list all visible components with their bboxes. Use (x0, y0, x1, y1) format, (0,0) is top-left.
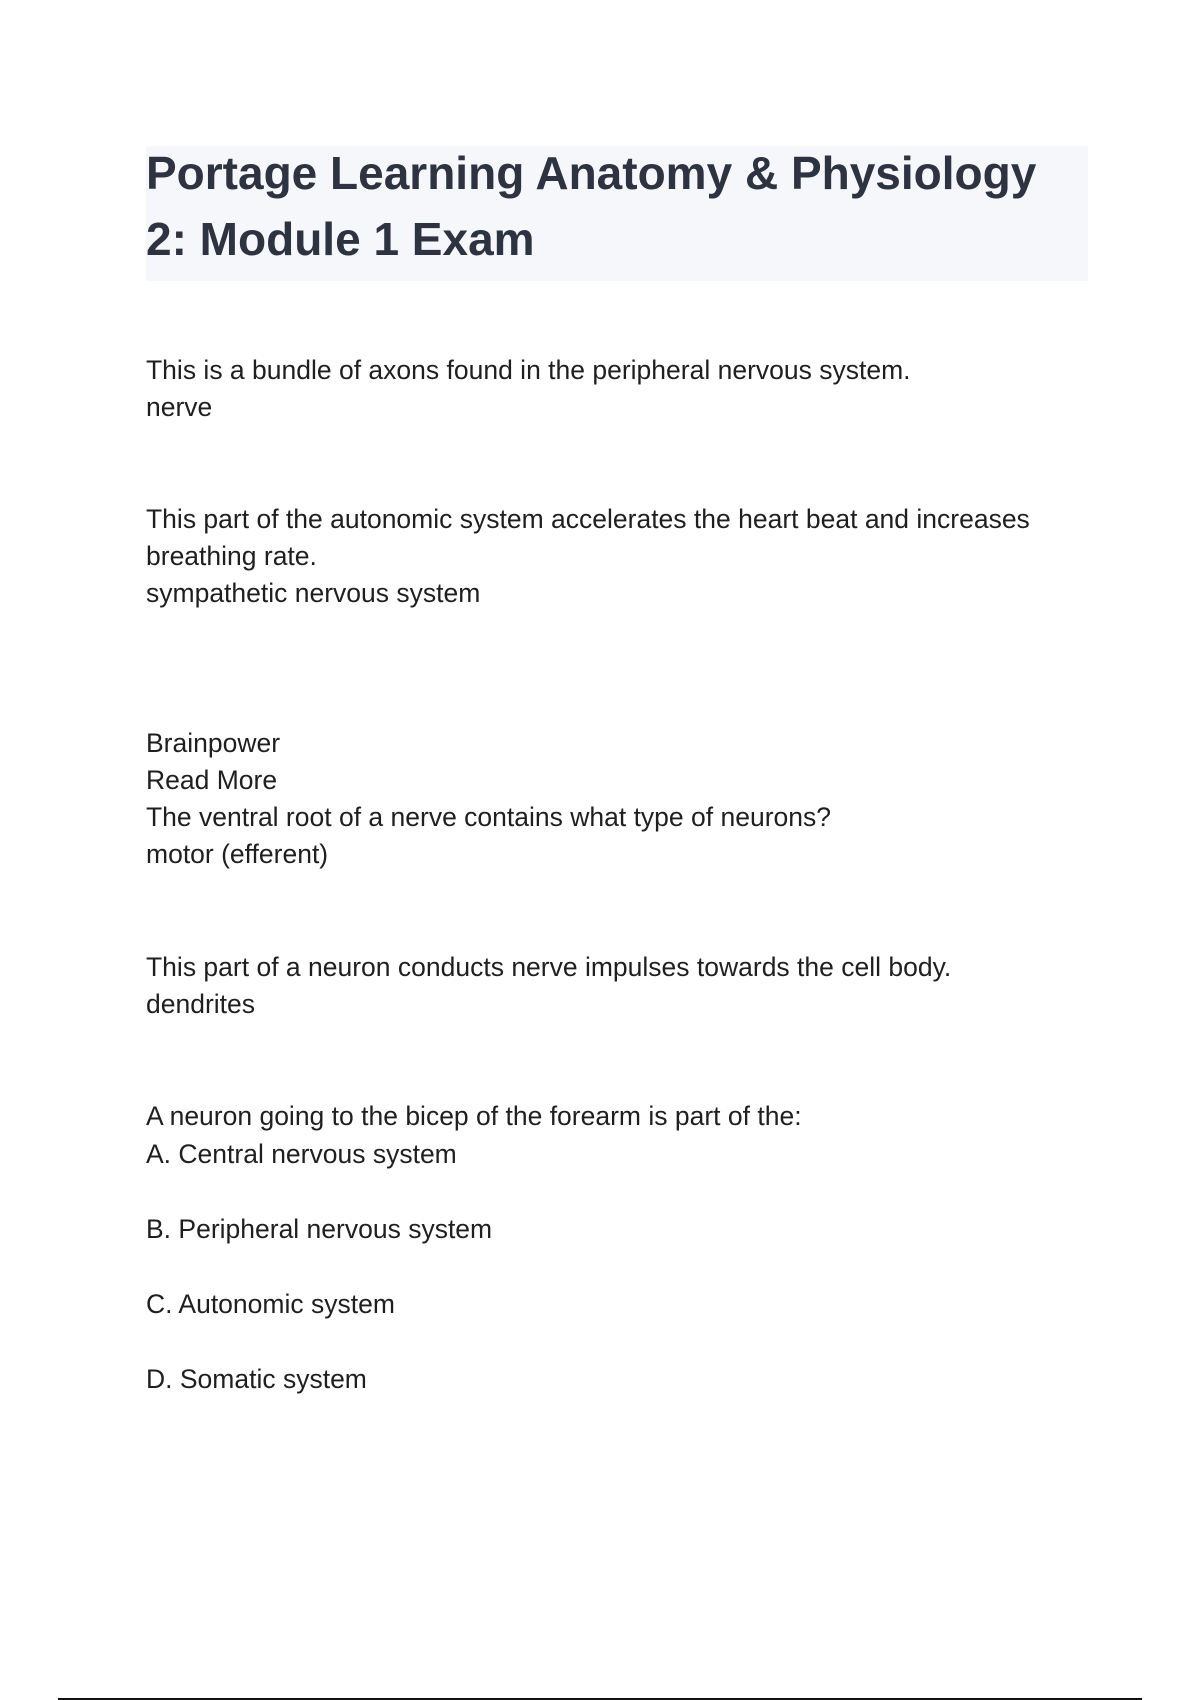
document-title: Portage Learning Anatomy & Physiology 2: Module 1 Exam (146, 147, 1037, 265)
answer-choice-d: D. Somatic system (146, 1364, 367, 1394)
question-card-4 (146, 949, 1106, 1023)
brand-label: Brainpower (146, 728, 281, 758)
answer-choice-a: A. Central nervous system (146, 1139, 457, 1169)
answer-choice-c: C. Autonomic system (146, 1289, 395, 1319)
question-text: A neuron going to the bicep of the forearm is part of the: (146, 1101, 802, 1131)
answer-choice-b: B. Peripheral nervous system (146, 1214, 493, 1244)
question-card-5 (146, 1098, 1106, 1135)
answer-text: motor (efferent) (146, 839, 329, 869)
answer-text: sympathetic nervous system (146, 578, 481, 608)
read-more-link[interactable]: Read More (146, 765, 278, 795)
question-text: This is a bundle of axons found in the peripheral nervous system. (146, 355, 911, 385)
question-card-3 (146, 725, 1106, 873)
question-text-line-2: breathing rate. (146, 541, 317, 571)
answer-text: dendrites (146, 989, 256, 1019)
question-text: This part of a neuron conducts nerve impulses towards the cell body. (146, 952, 952, 982)
answer-text: nerve (146, 392, 213, 422)
question-text: The ventral root of a nerve contains what type of neurons? (146, 802, 831, 832)
question-card-1 (146, 352, 1106, 426)
question-text-line-1: This part of the autonomic system accelerates the heart beat and increases (146, 504, 1030, 534)
question-card-2 (146, 501, 1106, 612)
